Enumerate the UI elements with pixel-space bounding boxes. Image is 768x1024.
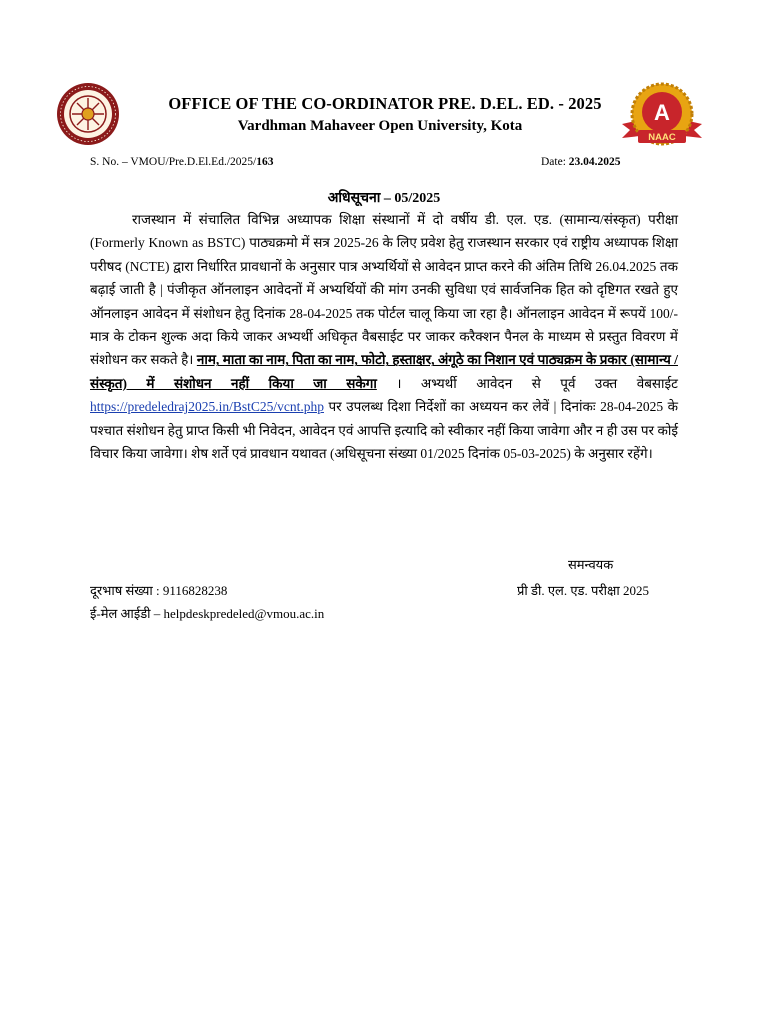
- issue-date: Date: 23.04.2025: [541, 156, 621, 168]
- body-text-part3: पर उपलब्ध दिशा निर्देशों का अध्ययन कर लेवें | दिनांकः 28-04-2025 के पश्चात संशोधन हेतु प्राप्त किसी भी निवेदन, आवेदन एवं आपत्ति इत्यादि को स्वीकार नहीं किया जावेगा और न ही उस पर कोई विचार किया जावेगा। शेष शर्ते एवं प्रावधान यथावत (अधिसूचना संख्या 01/2025 दिनांक 05-03-2025) के अनुसार रहेंगे।: [90, 399, 678, 462]
- office-title: OFFICE OF THE CO-ORDINATOR PRE. D.EL. ED. - 2025: [168, 94, 602, 113]
- contact-phone: दूरभाष संख्या : 9116828238: [90, 583, 228, 598]
- website-link[interactable]: https://predeledraj2025.in/BstC25/vcnt.php: [90, 399, 324, 415]
- naac-label-text: NAAC: [648, 132, 676, 143]
- body-text-part1: राजस्थान में संचालित विभिन्न अध्यापक शिक्षा संस्थानों में दो वर्षीय डी. एल. एड. (सामान्य/संस्कृत) परीक्षा (Formerly Known as BSTC) पाठ्यक्रमो में सत्र 2025-26 के लिए प्रवेश हेतु राजस्थान सरकार एवं राष्ट्रीय अध्यापक शिक्षा परीषद (NCTE) द्वारा निर्धारित प्रावधानों के अनुसार पात्र अभ्यर्थियों से आवेदन प्राप्त करने की अंतिम तिथि 26.04.2025 तक बढ़ाई जाती है | पंजीकृत ऑनलाइन आवेदनों में अभ्यर्थियों की मांग उनकी सुविधा एवं सार्वजनिक हित को दृष्टिगत रखते हुए ऑनलाइन आवेदन में संशोधन हेतु दिनांक 28-04-2025 तक पोर्टल चालू किया जा रहा है। ऑनलाइन आवेदन में रूपयें 100/- मात्र के टोकन शुल्क अदा किये जाकर अभ्यर्थी अधिकृत वैबसाईट पर जाकर करैक्शन पैनल के माध्यम से प्रस्तुत विवरण में संशोधन कर सकते है।: [90, 212, 678, 368]
- contact-email: ई-मेल आईडी – helpdeskpredeled@vmou.ac.in: [90, 606, 325, 621]
- naac-badge-logo: [618, 80, 706, 154]
- signatory-exam: प्री डी. एल. एड. परीक्षा 2025: [517, 583, 649, 598]
- notification-title: अधिसूचना – 05/2025: [327, 191, 441, 206]
- body-text-bold-restriction: नाम, माता का नाम, पिता का नाम, फोटो, हस्ताक्षर, अंगूठे का निशान एवं पाठ्यक्रम के प्रकार (सामान्य / संस्कृत) में संशोधन नहीं किया जा सकेगा: [90, 352, 678, 391]
- reference-number: S. No. – VMOU/Pre.D.El.Ed./2025/163: [90, 156, 274, 168]
- notification-body: [90, 208, 678, 465]
- signatory-role: समन्वयक: [568, 557, 614, 572]
- naac-grade-text: A: [654, 100, 670, 125]
- body-text-part2: । अभ्यर्थी आवेदन से पूर्व उक्त वेबसाईट: [376, 375, 678, 391]
- university-seal-logo: [56, 82, 120, 146]
- university-name: Vardhman Mahaveer Open University, Kota: [237, 118, 523, 134]
